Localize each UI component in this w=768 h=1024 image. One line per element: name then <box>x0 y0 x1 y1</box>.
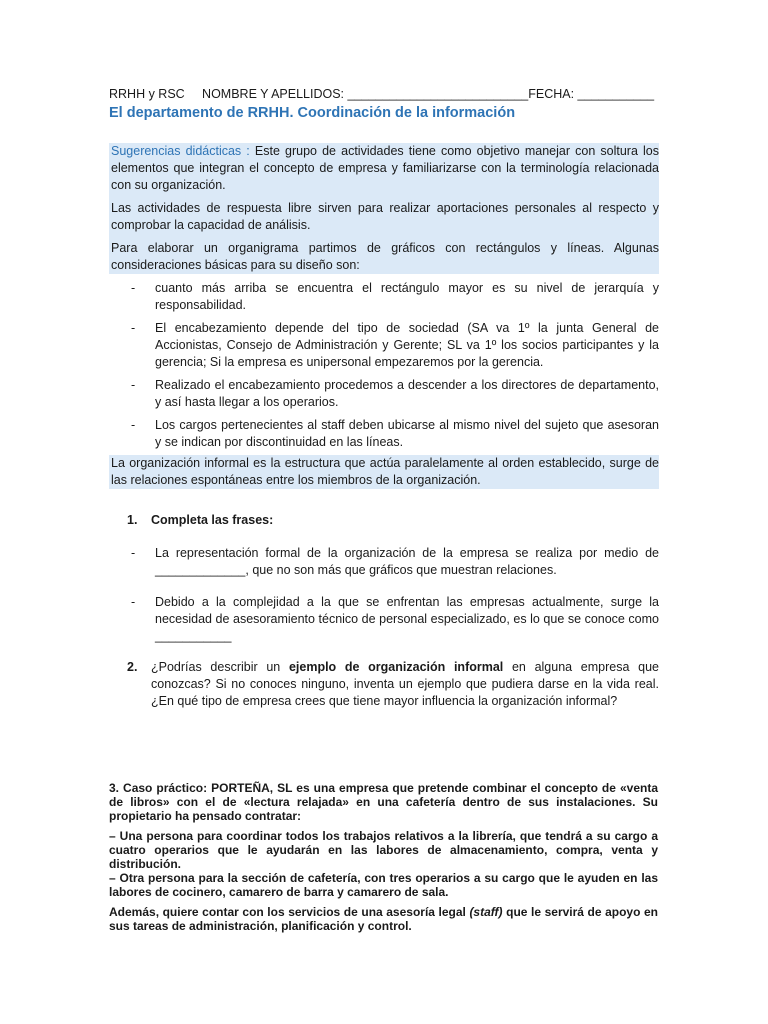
intro-paragraph-1 <box>109 143 659 194</box>
intro-paragraph-3: Para elaborar un organigrama partimos de gráficos con rectángulos y líneas. Algunas consideraciones básicas para su diseño son: <box>111 241 659 272</box>
question-2: 2. ¿Podrías describir un ejemplo de organización informal en alguna empresa que conozcas? Si no conoces ninguno, inventa un ejemplo que pudiera darse en la vida real. ¿En qué tipo de empresa crees que tiene mayor influencia la organización informal? <box>127 660 659 708</box>
teaching-suggestions <box>109 143 659 274</box>
list-item: - Realizado el encabezamiento procedemos a descender a los directores de departamento, y así hasta llegar a los operarios. <box>131 378 659 409</box>
intro-lead: Sugerencias didácticas : <box>111 144 250 158</box>
list-item: - El encabezamiento depende del tipo de sociedad (SA va 1º la junta General de Accionistas, Consejo de Administración y Gerente; SL va 1º los socios participantes y la gerencia; Si la empresa es unipersonal empezaremos por la gerencia. <box>131 321 659 369</box>
case-staff: Además, quiere contar con los servicios de una asesoría legal (staff) que le servirá de apoyo en sus tareas de administración, planificación y control. <box>109 905 658 933</box>
informal-organization-note: La organización informal es la estructura que actúa paralelamente al orden establecido, surge de las relaciones espontáneas entre los miembros de la organización. <box>111 456 659 487</box>
intro-paragraph-2: Las actividades de respuesta libre sirven para realizar aportaciones personales al respecto y comprobar la capacidad de análisis. <box>111 201 659 232</box>
list-item: - Los cargos pertenecientes al staff deben ubicarse al mismo nivel del sujeto que asesoran y se indican por discontinuidad en las líneas. <box>131 418 659 449</box>
question-1-item-2: - Debido a la complejidad a la que se enfrentan las empresas actualmente, surge la necesidad de asesoramiento técnico de personal especializado, es lo que se conoce como ___________ <box>131 595 659 643</box>
header-line: RRHH y RSC NOMBRE Y APELLIDOS: __________________________FECHA: ___________ <box>109 87 655 101</box>
design-considerations-list <box>109 280 659 457</box>
question-2-emphasis: ejemplo de organización informal <box>288 660 504 674</box>
question-2-number: 2. <box>127 660 138 674</box>
question-1-number: 1. <box>127 513 138 527</box>
question-1-heading <box>127 512 667 529</box>
question-1-item-1: - La representación formal de la organización de la empresa se realiza por medio de _____________, que no son más que gráficos que muestran relaciones. <box>131 546 659 577</box>
page-title: El departamento de RRHH. Coordinación de la información <box>109 105 516 121</box>
question-1-title: Completa las frases: <box>151 513 274 527</box>
list-item: - cuanto más arriba se encuentra el rectángulo mayor es su nivel de jerarquía y responsabilidad. <box>131 281 659 312</box>
intro-p1-text: Este grupo de actividades tiene como objetivo manejar con soltura los elementos que integran el concepto de empresa y familiarizarse con la terminología relacionada con su organización. <box>111 144 659 192</box>
case-cafeteria: – Otra persona para la sección de cafetería, con tres operarios a su cargo que le ayuden en las labores de cocinero, camarero de barra y camarero de sala. <box>109 871 658 899</box>
case-bookstore: – Una persona para coordinar todos los trabajos relativos a la librería, que tendrá a su cargo a cuatro operarios que le ayudarán en las labores de almacenamiento, compra, venta y distribución. <box>109 829 658 871</box>
case-intro: 3. Caso práctico: PORTEÑA, SL es una empresa que pretende combinar el concepto de «venta de libros» con el de «lectura relajada» en una cafetería dentro de sus instalaciones. Su propietario ha pensado contratar: <box>109 781 658 823</box>
case-study <box>109 781 658 939</box>
